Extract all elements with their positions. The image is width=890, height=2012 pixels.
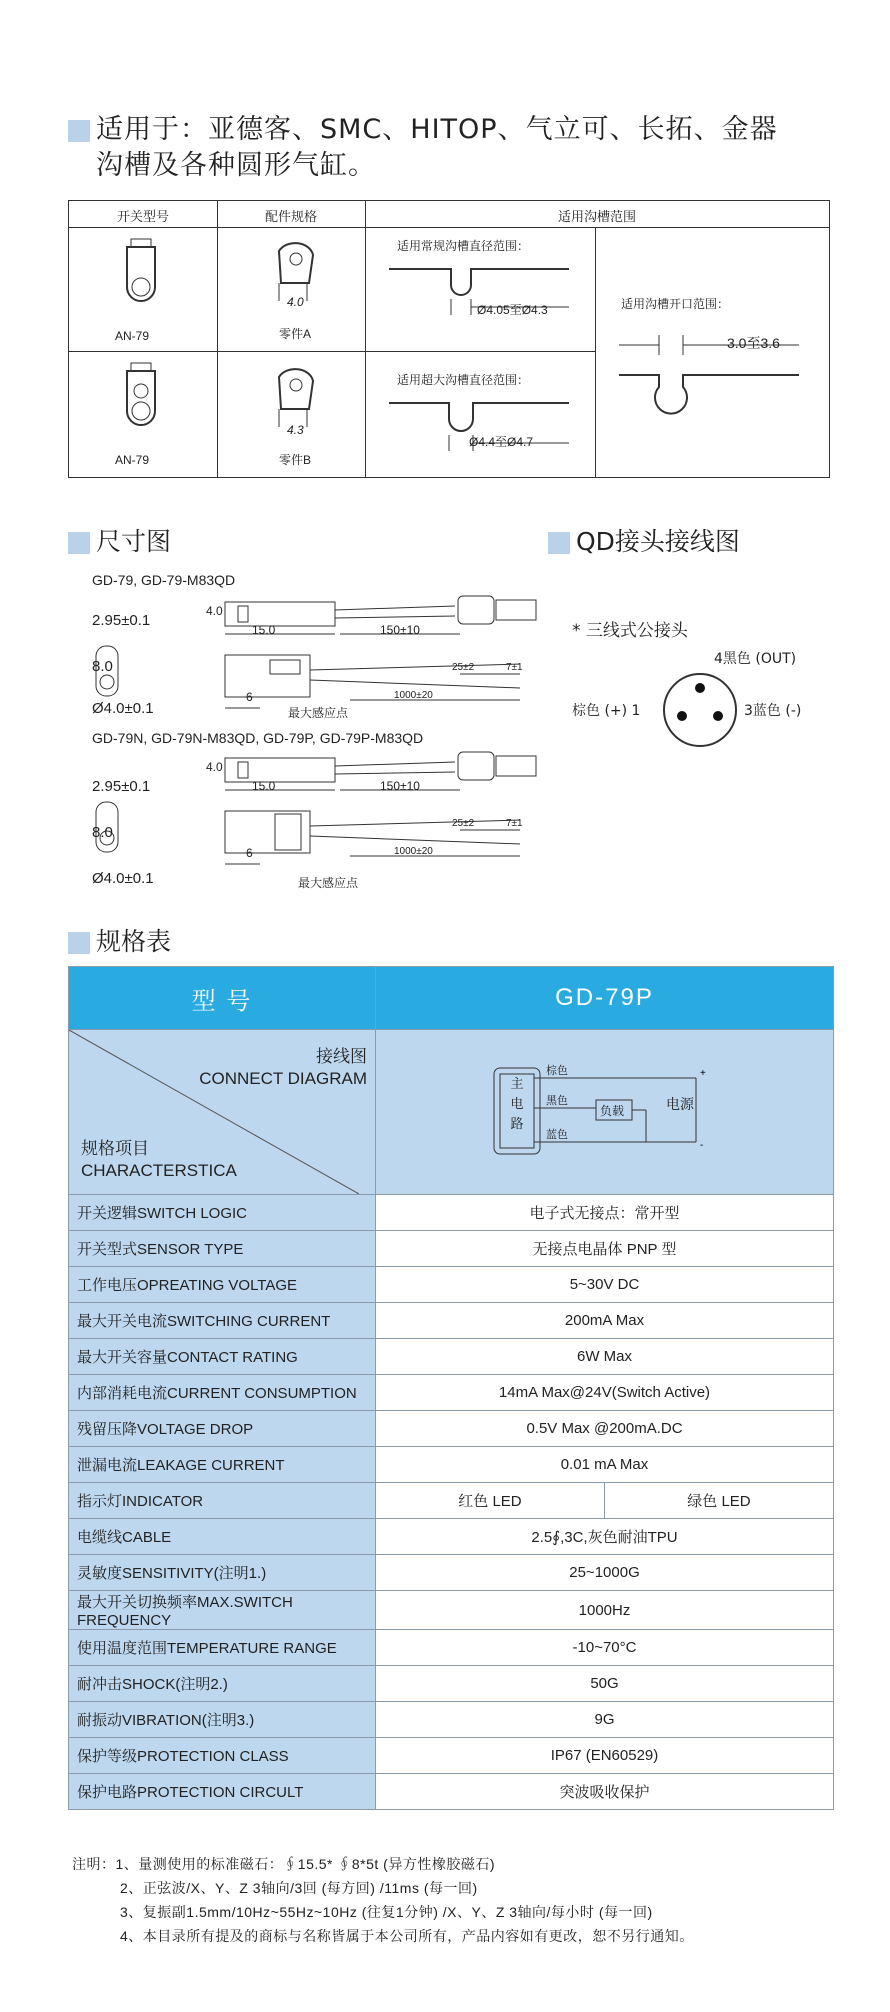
part-a-label: 零件A bbox=[279, 327, 312, 341]
bullet-square-icon bbox=[68, 932, 90, 954]
spec-key: 灵敏度SENSITIVITY(注明1.) bbox=[69, 1555, 376, 1591]
spec-value: 电子式无接点：常开型 bbox=[376, 1195, 834, 1231]
diag-brown: 棕色 bbox=[546, 1065, 568, 1077]
note-1: 注明：1、量测使用的标准磁石：∮15.5* ∮8*5t (异方性橡胶磁石) bbox=[72, 1856, 495, 1872]
spec-rows bbox=[69, 1195, 834, 1810]
header-parts: 配件规格 bbox=[264, 210, 317, 225]
range-value-1: Ø4.05至Ø4.3 bbox=[477, 303, 548, 317]
diagram-row bbox=[69, 1030, 834, 1195]
spec-row bbox=[69, 1702, 834, 1738]
dim-15-b: 15.0 bbox=[252, 779, 276, 793]
spec-key: 指示灯INDICATOR bbox=[69, 1483, 376, 1519]
fit-table bbox=[68, 200, 830, 478]
spec-row bbox=[69, 1483, 834, 1519]
svg-text:-: - bbox=[700, 1140, 704, 1151]
spec-key: 最大开关切换频率MAX.SWITCH FREQUENCY bbox=[69, 1591, 376, 1630]
spec-row bbox=[69, 1375, 834, 1411]
opening-value: 3.0至3.6 bbox=[727, 335, 780, 351]
qd-pin1: 棕色 (+) 1 bbox=[572, 703, 641, 719]
spec-row bbox=[69, 1591, 834, 1630]
intro-text1: 适用于：亚德客、SMC、HITOP、气立可、长拓、金器 bbox=[96, 114, 778, 145]
spec-key: 残留压降VOLTAGE DROP bbox=[69, 1411, 376, 1447]
dim-height-a: 8.0 bbox=[92, 658, 113, 675]
switch-model-1: AN-79 bbox=[115, 329, 150, 343]
header-range: 适用沟槽范围 bbox=[557, 210, 636, 225]
dim-1000-a: 1000±20 bbox=[394, 690, 433, 701]
bullet-square-icon bbox=[68, 120, 90, 142]
intro-line2: 沟槽及各种圆形气缸。 bbox=[96, 150, 376, 181]
spec-key: 电缆线CABLE bbox=[69, 1519, 376, 1555]
diag-title-en: CONNECT DIAGRAM bbox=[199, 1069, 367, 1088]
model-label: 型 号 bbox=[69, 967, 376, 1030]
note-4: 4、本目录所有提及的商标与名称皆属于本公司所有，产品内容如有更改，恕不另行通知。 bbox=[120, 1928, 694, 1944]
groove-1-diagram bbox=[389, 259, 589, 339]
diag-title-block bbox=[199, 1046, 367, 1090]
spec-value: 红色 LED bbox=[376, 1483, 605, 1519]
qd-pin4: 4黑色 (OUT) bbox=[714, 651, 797, 667]
spec-row bbox=[69, 1738, 834, 1774]
dim-7-b: 7±1 bbox=[506, 818, 523, 829]
diag-blue: 蓝色 bbox=[546, 1129, 568, 1141]
qd-pin3: 3蓝色 (-) bbox=[744, 703, 802, 719]
dims-model-a: GD-79, GD-79-M83QD bbox=[92, 572, 236, 588]
spec-row bbox=[69, 1339, 834, 1375]
spec-value: 9G bbox=[376, 1702, 834, 1738]
spec-row bbox=[69, 1555, 834, 1591]
spec-title: 规格表 bbox=[68, 922, 171, 958]
diagram-cell bbox=[376, 1030, 834, 1195]
bullet-square-icon bbox=[548, 532, 570, 554]
part-b-dim: 4.3 bbox=[287, 423, 304, 437]
dim-150-b: 150±10 bbox=[380, 779, 420, 793]
switch-an79-icon bbox=[119, 361, 169, 451]
dim-width-b: 2.95±0.1 bbox=[92, 778, 151, 795]
spec-value: 25~1000G bbox=[376, 1555, 834, 1591]
dim-25-a: 25±2 bbox=[452, 662, 475, 673]
range-title-1: 适用常规沟槽直径范围： bbox=[397, 239, 530, 253]
spec-row bbox=[69, 1411, 834, 1447]
diag-black: 黑色 bbox=[546, 1095, 568, 1107]
dim-1000-b: 1000±20 bbox=[394, 846, 433, 857]
spec-table bbox=[68, 966, 834, 1810]
dim-width-a: 2.95±0.1 bbox=[92, 612, 151, 629]
notes bbox=[72, 1852, 694, 1948]
dims-model-b: GD-79N, GD-79N-M83QD, GD-79P, GD-79P-M83QD bbox=[92, 730, 424, 746]
spec-value: IP67 (EN60529) bbox=[376, 1738, 834, 1774]
spec-value: 200mA Max bbox=[376, 1303, 834, 1339]
dim-height-b: 8.0 bbox=[92, 824, 113, 841]
spec-row bbox=[69, 1303, 834, 1339]
header-switch: 开关型号 bbox=[116, 210, 169, 225]
range-value-2: Ø4.4至Ø4.7 bbox=[469, 435, 534, 449]
dim-6-a: 6 bbox=[246, 690, 253, 704]
spec-row bbox=[69, 1447, 834, 1483]
spec-row bbox=[69, 1267, 834, 1303]
dim-150-a: 150±10 bbox=[380, 623, 420, 637]
dims-title: 尺寸图 bbox=[68, 522, 171, 558]
spec-row bbox=[69, 1195, 834, 1231]
spec-key: 内部消耗电流CURRENT CONSUMPTION bbox=[69, 1375, 376, 1411]
spec-value: 1000Hz bbox=[376, 1591, 834, 1630]
svg-text:+: + bbox=[700, 1068, 706, 1079]
dim-dia-a: Ø4.0±0.1 bbox=[92, 700, 154, 717]
spec-header-row bbox=[69, 967, 834, 1030]
switch-model-2: AN-79 bbox=[115, 453, 150, 467]
qd-title: QD接头接线图 bbox=[548, 522, 740, 558]
diag-main-char: 路 bbox=[510, 1116, 524, 1131]
char-title-en: CHARACTERSTICA bbox=[81, 1161, 237, 1180]
spec-value: 0.5V Max @200mA.DC bbox=[376, 1411, 834, 1447]
spec-key: 泄漏电流LEAKAGE CURRENT bbox=[69, 1447, 376, 1483]
spec-value: 6W Max bbox=[376, 1339, 834, 1375]
char-title: 规格项目 bbox=[81, 1139, 149, 1158]
spec-key: 耐振动VIBRATION(注明3.) bbox=[69, 1702, 376, 1738]
spec-row bbox=[69, 1630, 834, 1666]
spec-key: 保护电路PROTECTION CIRCULT bbox=[69, 1774, 376, 1810]
dim-6-b: 6 bbox=[246, 846, 253, 860]
dim-25-b: 25±2 bbox=[452, 818, 475, 829]
divider bbox=[217, 201, 218, 477]
dim-7-a: 7±1 bbox=[506, 662, 523, 673]
note-3: 3、复振副1.5mm/10Hz~55Hz~10Hz (往复1分钟) /X、Y、Z 3轴向/每小时 (每一回) bbox=[120, 1904, 653, 1920]
max-point-a: 最大感应点 bbox=[288, 706, 349, 720]
divider bbox=[69, 351, 595, 352]
diag-main-char: 主 bbox=[510, 1076, 524, 1091]
part-a-icon bbox=[249, 241, 339, 321]
dim-dia-b: Ø4.0±0.1 bbox=[92, 870, 154, 887]
diag-load: 负载 bbox=[600, 1104, 625, 1118]
spec-row bbox=[69, 1666, 834, 1702]
spec-key: 工作电压OPREATING VOLTAGE bbox=[69, 1267, 376, 1303]
part-b-label: 零件B bbox=[279, 453, 312, 467]
opening-title: 适用沟槽开口范围： bbox=[621, 297, 730, 311]
diag-title: 接线图 bbox=[316, 1047, 367, 1066]
switch-an79-icon bbox=[119, 237, 169, 327]
spec-key: 开关逻辑SWITCH LOGIC bbox=[69, 1195, 376, 1231]
model-value: GD-79P bbox=[376, 967, 834, 1030]
spec-key: 开关型式SENSOR TYPE bbox=[69, 1231, 376, 1267]
char-title-block bbox=[81, 1138, 237, 1182]
dim-4-a: 4.0 bbox=[206, 604, 223, 618]
spec-value: 2.5∮,3C,灰色耐油TPU bbox=[376, 1519, 834, 1555]
spec-key: 最大开关电流SWITCHING CURRENT bbox=[69, 1303, 376, 1339]
spec-row bbox=[69, 1231, 834, 1267]
spec-row bbox=[69, 1519, 834, 1555]
opening-diagram bbox=[619, 325, 819, 425]
max-point-b: 最大感应点 bbox=[298, 876, 359, 890]
dimension-drawing bbox=[60, 590, 560, 890]
part-a-dim: 4.0 bbox=[287, 295, 304, 309]
spec-key: 耐冲击SHOCK(注明2.) bbox=[69, 1666, 376, 1702]
bullet-square-icon bbox=[68, 532, 90, 554]
qd-type: * 三线式公接头 bbox=[572, 621, 688, 641]
qd-connector-icon bbox=[660, 670, 740, 750]
spec-value-2: 绿色 LED bbox=[604, 1483, 833, 1519]
diagram-header-cell bbox=[69, 1030, 376, 1195]
divider bbox=[365, 201, 366, 477]
intro-line1 bbox=[68, 112, 778, 148]
spec-value: 突波吸收保护 bbox=[376, 1774, 834, 1810]
divider bbox=[595, 227, 596, 477]
range-title-2: 适用超大沟槽直径范围： bbox=[397, 373, 530, 387]
spec-key: 最大开关容量CONTACT RATING bbox=[69, 1339, 376, 1375]
diag-main-circuit bbox=[505, 1074, 529, 1134]
spec-value: 0.01 mA Max bbox=[376, 1447, 834, 1483]
spec-value: -10~70°C bbox=[376, 1630, 834, 1666]
diag-main-char: 电 bbox=[510, 1096, 524, 1111]
diag-power: 电源 bbox=[666, 1096, 694, 1112]
dim-4-b: 4.0 bbox=[206, 760, 223, 774]
spec-value: 无接点电晶体 PNP 型 bbox=[376, 1231, 834, 1267]
spec-value: 14mA Max@24V(Switch Active) bbox=[376, 1375, 834, 1411]
spec-value: 50G bbox=[376, 1666, 834, 1702]
note-2: 2、正弦波/X、Y、Z 3轴向/3回 (每方回) /11ms (每一回) bbox=[120, 1880, 478, 1896]
spec-key: 使用温度范围TEMPERATURE RANGE bbox=[69, 1630, 376, 1666]
dim-15-a: 15.0 bbox=[252, 623, 276, 637]
spec-row bbox=[69, 1774, 834, 1810]
spec-key: 保护等级PROTECTION CLASS bbox=[69, 1738, 376, 1774]
spec-value: 5~30V DC bbox=[376, 1267, 834, 1303]
